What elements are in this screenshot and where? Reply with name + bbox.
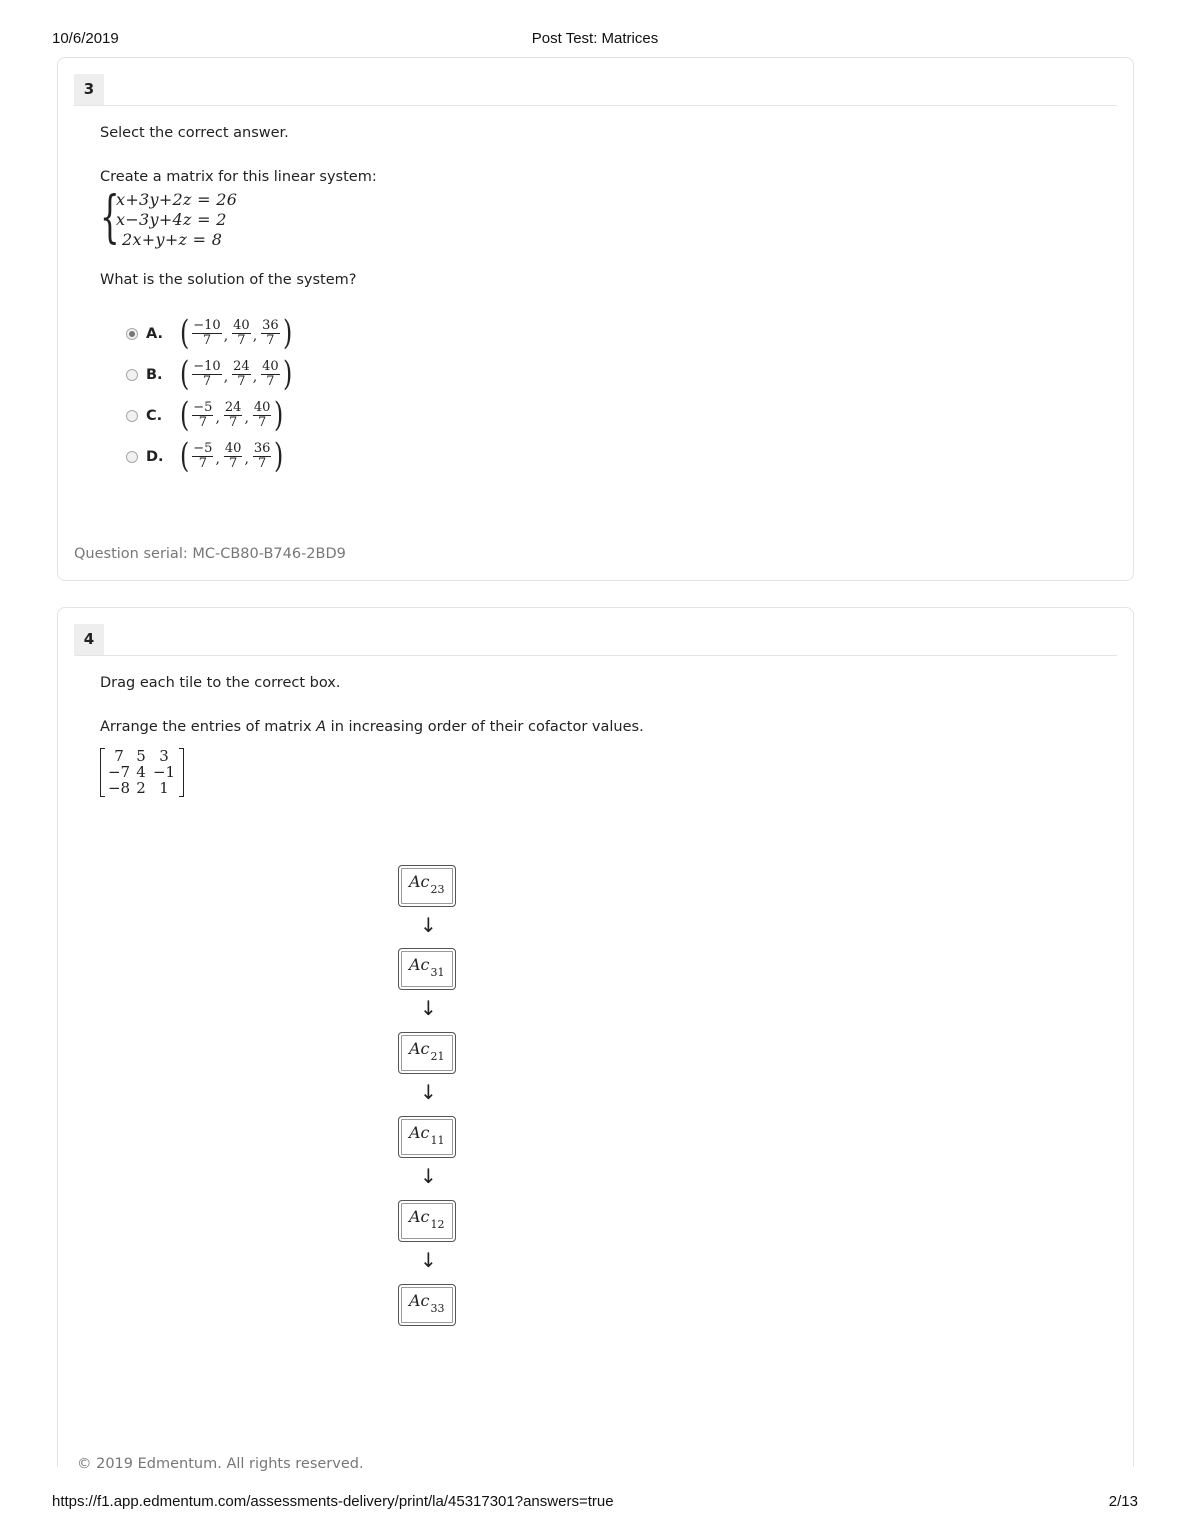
denominator: 7: [266, 332, 275, 348]
numerator: 40: [233, 317, 250, 333]
matrix-a: [100, 748, 184, 798]
down-arrow-icon: ↓: [420, 996, 437, 1020]
right-paren: ): [282, 313, 292, 353]
radio-button[interactable]: [126, 410, 138, 422]
fraction: [231, 360, 252, 389]
numerator: 40: [253, 399, 271, 415]
matrix-variable: A: [316, 719, 327, 735]
tile-subscript: 12: [430, 1218, 445, 1231]
down-arrow-icon: ↓: [420, 1248, 437, 1272]
fraction: [223, 401, 244, 430]
numerator: −5: [193, 440, 213, 456]
numerator: 24: [233, 358, 250, 374]
numerator: 36: [253, 440, 271, 456]
question-number: 4: [74, 624, 104, 655]
option-value: [178, 354, 294, 394]
tile-base: Ac: [409, 1207, 430, 1226]
matrix-entry: 3: [159, 747, 169, 765]
fraction: [223, 442, 244, 471]
option-letter: C.: [146, 408, 163, 424]
numerator: 40: [224, 440, 242, 456]
tile-subscript: 11: [430, 1134, 445, 1147]
denominator: 7: [258, 414, 267, 430]
down-arrow-icon: ↓: [420, 1080, 437, 1104]
tile-label: [409, 955, 445, 979]
option-value: [178, 395, 286, 435]
fraction: [260, 319, 281, 348]
option-value: [178, 436, 286, 476]
matrix-entry: 2: [136, 779, 146, 797]
copyright: © 2019 Edmentum. All rights reserved.: [77, 1456, 364, 1472]
fraction: [191, 401, 214, 430]
equation-3: 2x+y+z = 8: [122, 230, 223, 249]
denominator: 7: [229, 414, 238, 430]
left-bracket: [100, 748, 105, 797]
fraction: [191, 319, 222, 348]
down-arrow-icon: ↓: [420, 913, 437, 937]
fraction: [191, 360, 222, 389]
matrix-entry: 5: [136, 747, 146, 765]
numerator: −10: [193, 358, 221, 374]
fraction: [252, 442, 273, 471]
tile-label: [409, 1291, 445, 1315]
comma: ,: [252, 328, 258, 344]
numerator: 36: [262, 317, 279, 333]
right-bracket: [179, 748, 184, 797]
matrix-entry: −1: [152, 763, 176, 781]
tile-base: Ac: [409, 872, 430, 891]
tile-subscript: 31: [430, 966, 445, 979]
numerator: 24: [224, 399, 242, 415]
cofactor-tile[interactable]: [398, 948, 456, 990]
page-number: 2/13: [1108, 1493, 1138, 1510]
question-number: 3: [74, 74, 104, 105]
comma: ,: [244, 451, 249, 467]
tile-subscript: 21: [430, 1050, 445, 1063]
denominator: 7: [198, 455, 207, 471]
instruction: Select the correct answer.: [100, 125, 289, 141]
radio-button[interactable]: [126, 369, 138, 381]
denominator: 7: [229, 455, 238, 471]
matrix-entry: −8: [107, 779, 131, 797]
left-paren: (: [179, 395, 190, 435]
denominator: 7: [237, 373, 246, 389]
matrix-entry: 7: [114, 747, 124, 765]
tile-base: Ac: [409, 955, 430, 974]
numerator: 40: [262, 358, 279, 374]
radio-button[interactable]: [126, 451, 138, 463]
tile-base: Ac: [409, 1039, 430, 1058]
question-text: What is the solution of the system?: [100, 272, 357, 288]
prompt: Create a matrix for this linear system:: [100, 169, 377, 185]
cofactor-tile[interactable]: [398, 1284, 456, 1326]
print-date: 10/6/2019: [52, 30, 119, 47]
right-paren: ): [274, 395, 284, 435]
question-number-bar: [74, 624, 1117, 656]
comma: ,: [215, 410, 220, 426]
comma: ,: [252, 369, 258, 385]
numerator: −5: [193, 399, 213, 415]
right-paren: ): [274, 436, 284, 476]
matrix-entry: 1: [159, 779, 169, 797]
option-letter: B.: [146, 367, 163, 383]
tile-subscript: 23: [430, 883, 445, 896]
fraction: [231, 319, 252, 348]
prompt: [100, 719, 644, 735]
left-paren: (: [179, 354, 190, 394]
left-paren: (: [179, 436, 190, 476]
denominator: 7: [202, 332, 212, 348]
matrix-entry: 4: [136, 763, 146, 781]
radio-button[interactable]: [126, 328, 138, 340]
option-letter: A.: [146, 326, 163, 342]
tile-label: [409, 1123, 445, 1147]
question-serial: Question serial: MC-CB80-B746-2BD9: [74, 546, 346, 562]
comma: ,: [223, 328, 229, 344]
tile-base: Ac: [409, 1291, 430, 1310]
left-paren: (: [179, 313, 190, 353]
right-paren: ): [282, 354, 292, 394]
numerator: −10: [193, 317, 221, 333]
down-arrow-icon: ↓: [420, 1164, 437, 1188]
instruction: Drag each tile to the correct box.: [100, 675, 341, 691]
cofactor-tile[interactable]: [398, 865, 456, 907]
left-brace: {: [100, 185, 120, 250]
comma: ,: [215, 451, 220, 467]
denominator: 7: [202, 373, 212, 389]
option-value: [178, 313, 294, 353]
denominator: 7: [198, 414, 207, 430]
fraction: [252, 401, 273, 430]
comma: ,: [244, 410, 249, 426]
fraction: [191, 442, 214, 471]
prompt-post: in increasing order of their cofactor values.: [326, 719, 644, 735]
denominator: 7: [266, 373, 275, 389]
print-title: Post Test: Matrices: [531, 30, 659, 47]
comma: ,: [223, 369, 229, 385]
equation-2: x−3y+4z = 2: [116, 210, 227, 229]
denominator: 7: [258, 455, 267, 471]
question-card-3: [57, 57, 1134, 581]
matrix-entry: −7: [107, 763, 131, 781]
print-url: https://f1.app.edmentum.com/assessments-delivery/print/la/45317301?answers=true: [52, 1493, 614, 1510]
tile-label: [409, 1039, 445, 1063]
cofactor-tile[interactable]: [398, 1200, 456, 1242]
tile-base: Ac: [409, 1123, 430, 1142]
tile-label: [409, 1207, 445, 1231]
option-letter: D.: [146, 449, 164, 465]
matrix-entries: [106, 748, 178, 796]
question-number-bar: [74, 74, 1117, 106]
equation-1: x+3y+2z = 26: [116, 190, 238, 209]
cofactor-tile[interactable]: [398, 1116, 456, 1158]
denominator: 7: [237, 332, 246, 348]
question-card-4: [57, 607, 1134, 1467]
prompt-pre: Arrange the entries of matrix: [100, 719, 317, 735]
tile-subscript: 33: [430, 1302, 445, 1315]
fraction: [260, 360, 281, 389]
tile-label: [409, 872, 445, 896]
cofactor-tile[interactable]: [398, 1032, 456, 1074]
